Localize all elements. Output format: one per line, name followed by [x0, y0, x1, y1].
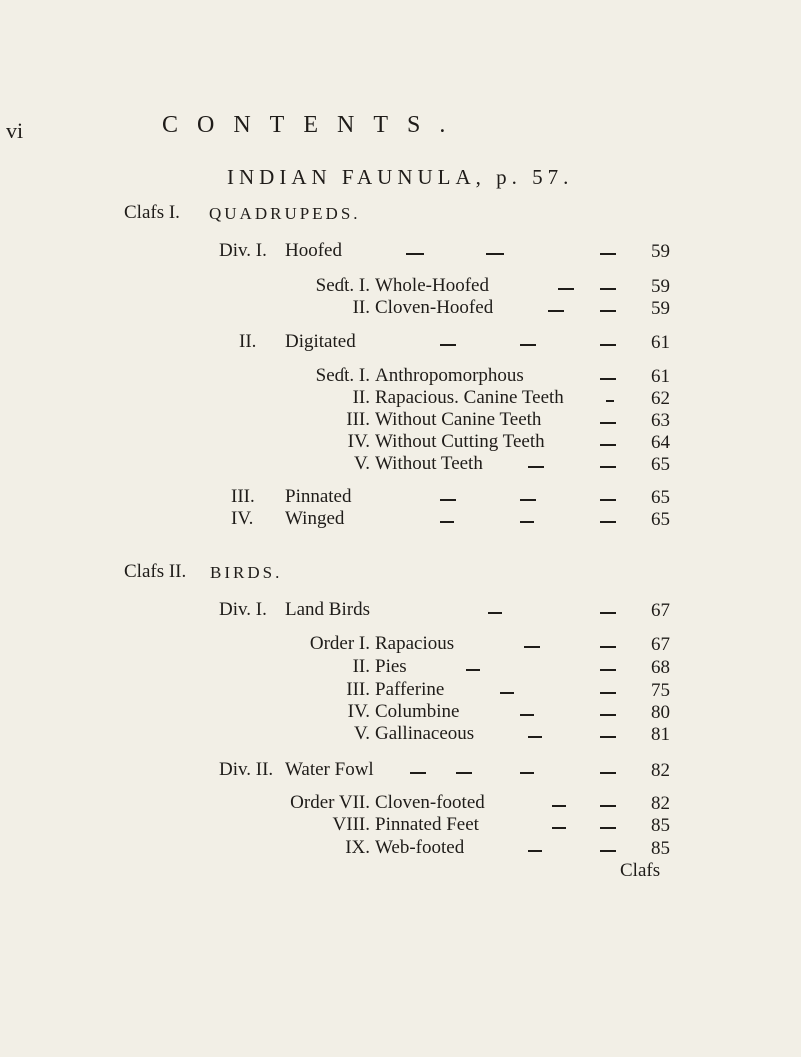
section-title: INDIAN FAUNULA, p. 57. [227, 165, 574, 189]
class-1-name: QUADRUPEDS. [209, 204, 361, 223]
toc-row-page: 82 [651, 793, 670, 814]
toc-row-page: 81 [651, 724, 670, 745]
toc-row-prefix: III. [231, 486, 255, 507]
toc-row-text: Without Canine Teeth [375, 409, 542, 430]
toc-row-page: 61 [651, 366, 670, 387]
toc-row-page: 80 [651, 702, 670, 723]
leader-dash [520, 344, 536, 346]
toc-row-text: Winged [285, 508, 345, 529]
toc-row-page: 59 [651, 298, 670, 319]
toc-row-page: 62 [651, 388, 670, 409]
toc-row-text: Cloven-footed [375, 792, 485, 813]
toc-row-page: 65 [651, 454, 670, 475]
toc-row-text: Hoofed [285, 240, 342, 261]
class-2-label: Clafs II. [124, 561, 187, 582]
toc-row-prefix: Seɗt. I. [315, 365, 370, 386]
leader-dash [520, 521, 534, 523]
page-header: CONTENTS. [162, 112, 465, 138]
toc-row-prefix: IV. [231, 508, 254, 529]
leader-dash [548, 310, 564, 312]
toc-row-page: 68 [651, 657, 670, 678]
toc-row-page: 82 [651, 760, 670, 781]
toc-row-text: Land Birds [285, 599, 370, 620]
toc-row-prefix: II. [352, 297, 370, 318]
toc-row-text: Without Teeth [375, 453, 483, 474]
leader-dash [440, 344, 456, 346]
toc-row-prefix: IV. [347, 431, 370, 452]
toc-row-prefix: Div. I. [219, 240, 267, 261]
toc-row-page: 67 [651, 634, 670, 655]
toc-row-text: Pinnated [285, 486, 352, 507]
leader-dash [440, 499, 456, 501]
toc-row-text: Whole-Hoofed [375, 275, 489, 296]
leader-dash [558, 288, 574, 290]
class-2-name: BIRDS. [210, 563, 283, 582]
toc-row-prefix: VIII. [332, 814, 370, 835]
toc-row-prefix: III. [346, 679, 370, 700]
toc-row-text: Pafferine [375, 679, 445, 700]
toc-row-prefix: II. [352, 656, 370, 677]
leader-dash [440, 521, 454, 523]
toc-row-prefix: III. [346, 409, 370, 430]
toc-row-page: 85 [651, 838, 670, 859]
toc-row-text: Digitated [285, 331, 356, 352]
toc-row-text: Rapacious [375, 633, 455, 654]
toc-row-prefix: V. [353, 453, 370, 474]
toc-row-text: Pies [375, 656, 407, 677]
toc-row-page: 75 [651, 680, 670, 701]
toc-row-text: Pinnated Feet [375, 814, 479, 835]
toc-row-page: 67 [651, 600, 670, 621]
leader-dash [520, 772, 534, 774]
toc-row-text: Web-footed [375, 837, 465, 858]
leader-dash [488, 612, 502, 614]
toc-row-prefix: Div. I. [219, 599, 267, 620]
leader-dash [528, 850, 542, 852]
toc-row-page: 63 [651, 410, 670, 431]
leader-dash [552, 827, 566, 829]
toc-row-prefix: V. [353, 723, 370, 744]
leader-dash [486, 253, 504, 255]
toc-row-prefix: II. [352, 387, 370, 408]
leader-dash [524, 646, 540, 648]
toc-row-text: Water Fowl [285, 759, 374, 780]
toc-row-prefix: Order I. [309, 633, 370, 654]
toc-row-prefix: Order VII. [290, 792, 370, 813]
leader-dash [528, 736, 542, 738]
leader-dash [410, 772, 426, 774]
toc-row-prefix: Div. II. [219, 759, 274, 780]
leader-dash [520, 714, 534, 716]
toc-row-text: Rapacious. Canine Teeth [375, 387, 564, 408]
toc-row-page: 65 [651, 487, 670, 508]
toc-row-text: Gallinaceous [375, 723, 475, 744]
toc-row-text: Cloven-Hoofed [375, 297, 494, 318]
toc-row-page: 59 [651, 276, 670, 297]
leader-dash [406, 253, 424, 255]
leader-dash [528, 466, 544, 468]
toc-row-prefix: IV. [347, 701, 370, 722]
leader-dash [466, 669, 480, 671]
toc-row-page: 64 [651, 432, 670, 453]
leader-dash [500, 692, 514, 694]
toc-row-prefix: IX. [345, 837, 370, 858]
page-number: vi [6, 118, 24, 143]
toc-row-page: 61 [651, 332, 670, 353]
leader-dash [456, 772, 472, 774]
catchword: Clafs [620, 860, 661, 881]
toc-row-page: 65 [651, 509, 670, 530]
toc-row-page: 85 [651, 815, 670, 836]
toc-row-prefix: Seɗt. I. [315, 275, 370, 296]
toc-row-prefix: II. [239, 331, 257, 352]
leader-dash [552, 805, 566, 807]
toc-row-text: Columbine [375, 701, 460, 722]
leader-dash [520, 499, 536, 501]
toc-row-text: Anthropomorphous [375, 365, 524, 386]
toc-row-page: 59 [651, 241, 670, 262]
toc-row-text: Without Cutting Teeth [375, 431, 545, 452]
class-1-label: Clafs I. [124, 202, 180, 223]
